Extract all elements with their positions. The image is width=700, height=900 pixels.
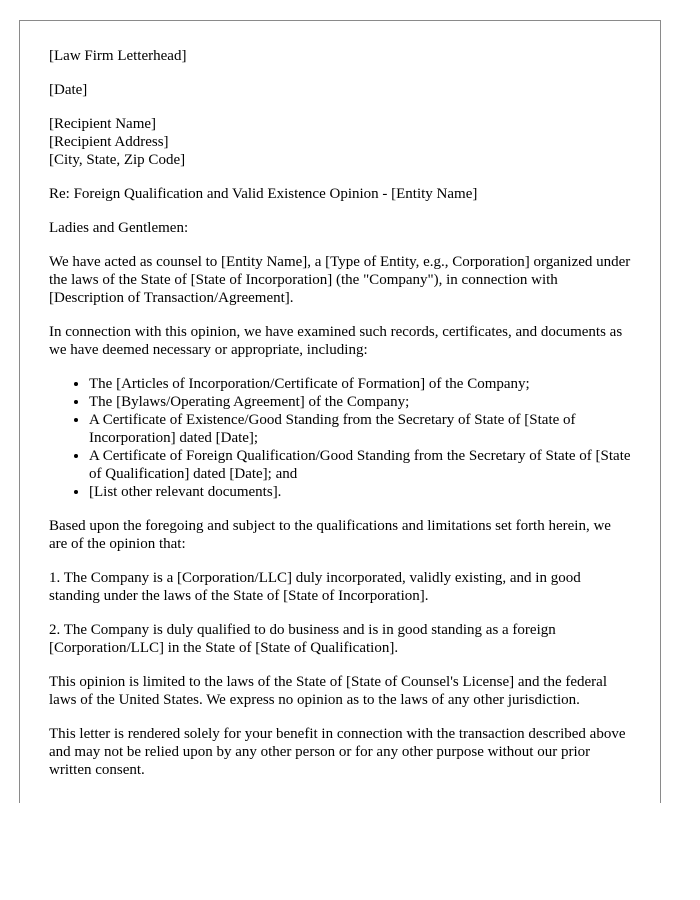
list-item: • The [Articles of Incorporation/Certificate of Formation] of the Company;: [89, 375, 632, 393]
letter-date: [Date]: [49, 82, 88, 98]
examined-paragraph: In connection with this opinion, we have examined such records, certificates, and documents as we have deemed necessary or appropriate, including:: [49, 324, 623, 358]
recipient-address: [Recipient Address]: [49, 134, 169, 150]
opinion-2: 2. The Company is duly qualified to do business and is in good standing as a foreign [Corporation/LLC] in the State of [State of Qualification].: [49, 622, 556, 656]
documents-list: [49, 375, 632, 501]
list-item: • [List other relevant documents].: [89, 483, 632, 501]
limitation-paragraph: This opinion is limited to the laws of the State of [State of Counsel's License] and the federal laws of the United States. We express no opinion as to the laws of any other jurisdiction.: [49, 674, 607, 708]
intro-paragraph: We have acted as counsel to [Entity Name], a [Type of Entity, e.g., Corporation] organized under the laws of the State of [State of Incorporation] (the "Company"), in connection with [Description of Transaction/Agreement].: [49, 254, 631, 306]
opinion-1: 1. The Company is a [Corporation/LLC] duly incorporated, validly existing, and in good standing under the laws of the State of [State of Incorporation].: [49, 570, 581, 604]
basis-paragraph: Based upon the foregoing and subject to the qualifications and limitations set forth herein, we are of the opinion that:: [49, 518, 611, 552]
letterhead: [Law Firm Letterhead]: [49, 48, 187, 64]
reliance-paragraph: This letter is rendered solely for your benefit in connection with the transaction described above and may not be relied upon by any other person or for any other purpose without our prior written consent.: [49, 726, 626, 778]
recipient-city-state-zip: [City, State, Zip Code]: [49, 152, 186, 168]
recipient-name: [Recipient Name]: [49, 116, 157, 132]
recipient-block: [49, 115, 632, 169]
list-item: • A Certificate of Existence/Good Standing from the Secretary of State of [State of Incorporation] dated [Date];: [89, 411, 632, 447]
letter-page: [19, 20, 661, 803]
salutation: Ladies and Gentlemen:: [49, 220, 189, 236]
list-item: • The [Bylaws/Operating Agreement] of the Company;: [89, 393, 632, 411]
subject-line: Re: Foreign Qualification and Valid Existence Opinion - [Entity Name]: [49, 186, 478, 202]
list-item: • A Certificate of Foreign Qualification/Good Standing from the Secretary of State of [State of Qualification] dated [Date]; and: [89, 447, 632, 483]
